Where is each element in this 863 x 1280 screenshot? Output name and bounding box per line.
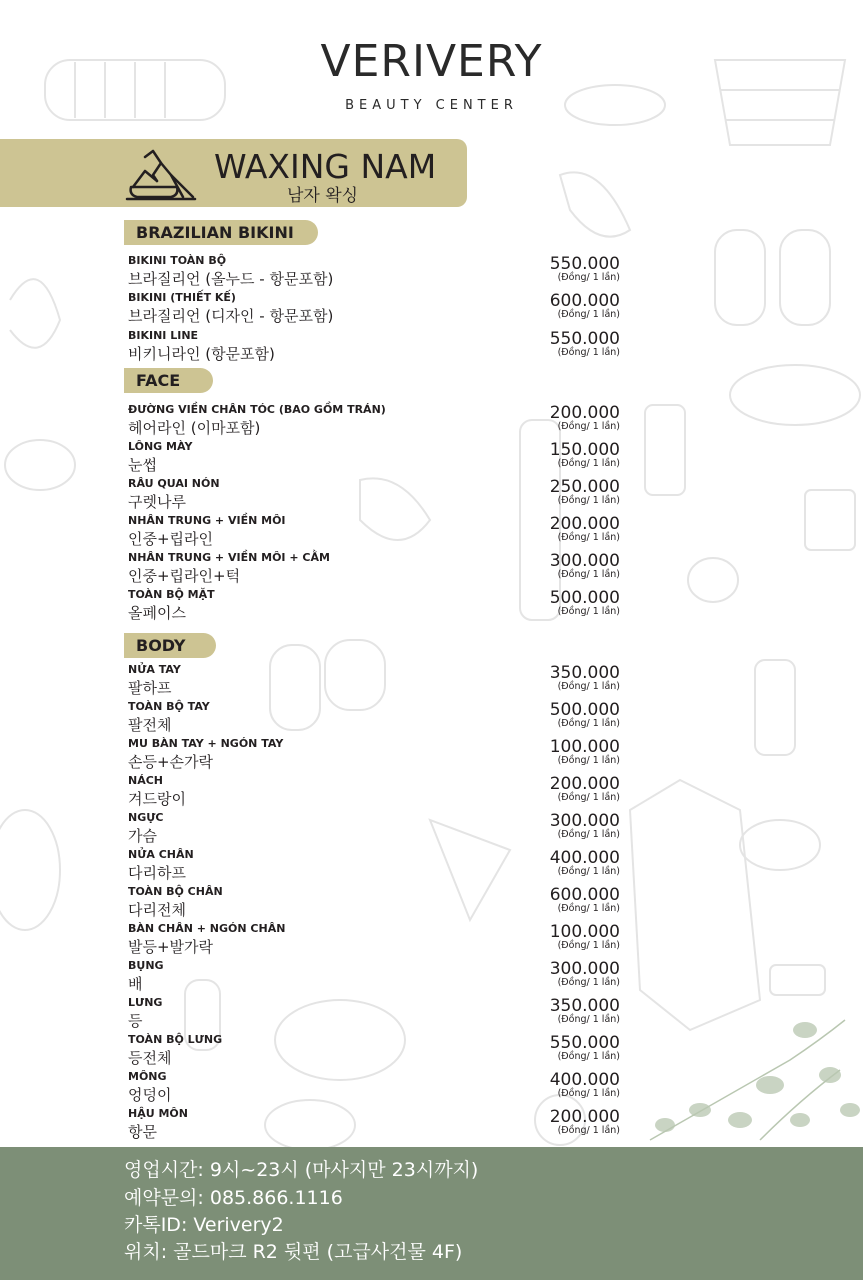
list-item	[128, 774, 628, 810]
item-price: 100.000	[549, 737, 620, 757]
item-unit: (Đồng/ 1 lần)	[557, 792, 620, 803]
item-name-ko: 다리전체	[128, 901, 186, 919]
item-unit: (Đồng/ 1 lần)	[557, 421, 620, 432]
section-header-face: FACE	[124, 368, 213, 393]
item-unit: (Đồng/ 1 lần)	[557, 940, 620, 951]
item-name-vi: TOÀN BỘ CHÂN	[128, 885, 223, 898]
item-unit: (Đồng/ 1 lần)	[557, 606, 620, 617]
list-item	[128, 551, 628, 587]
item-name-vi: LƯNG	[128, 996, 163, 1009]
booking-phone: 예약문의: 085.866.1116	[124, 1187, 343, 1209]
list-item	[128, 254, 628, 290]
list-item	[128, 885, 628, 921]
item-name-ko: 브라질리언 (디자인 - 항문포함)	[128, 307, 334, 325]
item-price: 350.000	[549, 663, 620, 683]
item-price: 100.000	[549, 922, 620, 942]
list-item	[128, 737, 628, 773]
list-item	[128, 848, 628, 884]
item-unit: (Đồng/ 1 lần)	[557, 1051, 620, 1062]
list-item	[128, 811, 628, 847]
item-price: 600.000	[549, 885, 620, 905]
item-name-ko: 다리하프	[128, 864, 186, 882]
item-name-ko: 배	[128, 975, 143, 993]
item-name-vi: BIKINI LINE	[128, 329, 199, 342]
item-unit: (Đồng/ 1 lần)	[557, 532, 620, 543]
item-price: 150.000	[549, 440, 620, 460]
item-name-ko: 팔하프	[128, 679, 172, 697]
item-name-ko: 팔전체	[128, 716, 172, 734]
item-name-vi: NGỰC	[128, 811, 164, 824]
item-price: 300.000	[549, 811, 620, 831]
list-item	[128, 1033, 628, 1069]
item-unit: (Đồng/ 1 lần)	[557, 569, 620, 580]
item-price: 400.000	[549, 1070, 620, 1090]
item-name-ko: 올페이스	[128, 604, 186, 622]
business-hours: 영업시간: 9시~23시 (마사지만 23시까지)	[124, 1159, 479, 1181]
list-item	[128, 700, 628, 736]
item-name-ko: 항문	[128, 1123, 157, 1141]
item-name-vi: NHÂN TRUNG + VIỀN MÔI	[128, 514, 286, 527]
item-price: 550.000	[549, 254, 620, 274]
item-name-vi: BIKINI (THIẾT KẾ)	[128, 291, 236, 304]
item-name-vi: TOÀN BỘ MẶT	[128, 588, 215, 601]
list-item	[128, 1070, 628, 1106]
page-title: WAXING NAM	[214, 147, 437, 186]
item-name-ko: 인중+립라인+턱	[128, 567, 241, 585]
page-subtitle: 남자 왁싱	[287, 186, 359, 206]
item-price: 400.000	[549, 848, 620, 868]
item-name-ko: 엉덩이	[128, 1086, 172, 1104]
brand-tagline: BEAUTY CENTER	[345, 98, 518, 113]
item-price: 550.000	[549, 329, 620, 349]
item-name-vi: TOÀN BỘ TAY	[128, 700, 210, 713]
item-unit: (Đồng/ 1 lần)	[557, 903, 620, 914]
item-price: 600.000	[549, 291, 620, 311]
list-item	[128, 922, 628, 958]
list-item	[128, 663, 628, 699]
item-unit: (Đồng/ 1 lần)	[557, 458, 620, 469]
item-unit: (Đồng/ 1 lần)	[557, 272, 620, 283]
list-item	[128, 959, 628, 995]
item-name-ko: 가슴	[128, 827, 157, 845]
item-price: 350.000	[549, 996, 620, 1016]
list-item	[128, 440, 628, 476]
item-unit: (Đồng/ 1 lần)	[557, 977, 620, 988]
item-unit: (Đồng/ 1 lần)	[557, 1014, 620, 1025]
item-unit: (Đồng/ 1 lần)	[557, 718, 620, 729]
list-item	[128, 1107, 628, 1143]
item-name-vi: ĐƯỜNG VIỀN CHÂN TÓC (BAO GỒM TRÁN)	[128, 403, 386, 416]
item-name-ko: 인중+립라인	[128, 530, 214, 548]
item-name-ko: 등	[128, 1012, 143, 1030]
kakao-id: 카톡ID: Verivery2	[124, 1214, 284, 1236]
item-name-ko: 헤어라인 (이마포함)	[128, 419, 261, 437]
item-price: 200.000	[549, 774, 620, 794]
item-name-ko: 브라질리언 (올누드 - 항문포함)	[128, 270, 334, 288]
location: 위치: 골드마크 R2 뒷편 (고급사건물 4F)	[124, 1241, 463, 1263]
item-name-vi: MÔNG	[128, 1070, 167, 1083]
footer-info	[0, 1147, 863, 1280]
item-name-vi: NỬA TAY	[128, 663, 181, 676]
item-name-ko: 눈썹	[128, 456, 157, 474]
item-name-vi: NỬA CHÂN	[128, 848, 194, 861]
item-price: 550.000	[549, 1033, 620, 1053]
item-price: 200.000	[549, 1107, 620, 1127]
item-name-ko: 구렛나루	[128, 493, 186, 511]
item-name-ko: 손등+손가락	[128, 753, 214, 771]
item-name-vi: BỤNG	[128, 959, 164, 972]
item-price: 200.000	[549, 514, 620, 534]
list-item	[128, 477, 628, 513]
list-item	[128, 588, 628, 624]
item-unit: (Đồng/ 1 lần)	[557, 755, 620, 766]
item-name-vi: LÔNG MÀY	[128, 440, 193, 453]
item-name-vi: BIKINI TOÀN BỘ	[128, 254, 227, 267]
section-header-brazilian-bikini: BRAZILIAN BIKINI	[124, 220, 318, 245]
item-unit: (Đồng/ 1 lần)	[557, 681, 620, 692]
item-unit: (Đồng/ 1 lần)	[557, 829, 620, 840]
list-item	[128, 403, 628, 439]
section-header-body: BODY	[124, 633, 216, 658]
item-name-vi: MU BÀN TAY + NGÓN TAY	[128, 737, 284, 750]
item-name-ko: 발등+발가락	[128, 938, 214, 956]
item-price: 200.000	[549, 403, 620, 423]
item-unit: (Đồng/ 1 lần)	[557, 495, 620, 506]
brand-logo: VERIVERY	[320, 36, 543, 87]
item-name-ko: 겨드랑이	[128, 790, 186, 808]
item-price: 300.000	[549, 959, 620, 979]
list-item	[128, 514, 628, 550]
item-unit: (Đồng/ 1 lần)	[557, 347, 620, 358]
item-name-vi: NHÂN TRUNG + VIỀN MÔI + CẰM	[128, 551, 330, 564]
item-price: 500.000	[549, 700, 620, 720]
item-name-vi: HẬU MÔN	[128, 1107, 188, 1120]
item-unit: (Đồng/ 1 lần)	[557, 309, 620, 320]
item-name-ko: 비키니라인 (항문포함)	[128, 345, 275, 363]
list-item	[128, 996, 628, 1032]
list-item	[128, 329, 628, 365]
item-unit: (Đồng/ 1 lần)	[557, 866, 620, 877]
item-price: 500.000	[549, 588, 620, 608]
item-name-vi: NÁCH	[128, 774, 163, 787]
item-price: 250.000	[549, 477, 620, 497]
item-name-vi: TOÀN BỘ LƯNG	[128, 1033, 223, 1046]
item-name-vi: RÂU QUAI NÓN	[128, 477, 220, 490]
item-name-vi: BÀN CHÂN + NGÓN CHÂN	[128, 922, 286, 935]
list-item	[128, 291, 628, 327]
item-unit: (Đồng/ 1 lần)	[557, 1088, 620, 1099]
item-price: 300.000	[549, 551, 620, 571]
item-unit: (Đồng/ 1 lần)	[557, 1125, 620, 1136]
item-name-ko: 등전체	[128, 1049, 172, 1067]
